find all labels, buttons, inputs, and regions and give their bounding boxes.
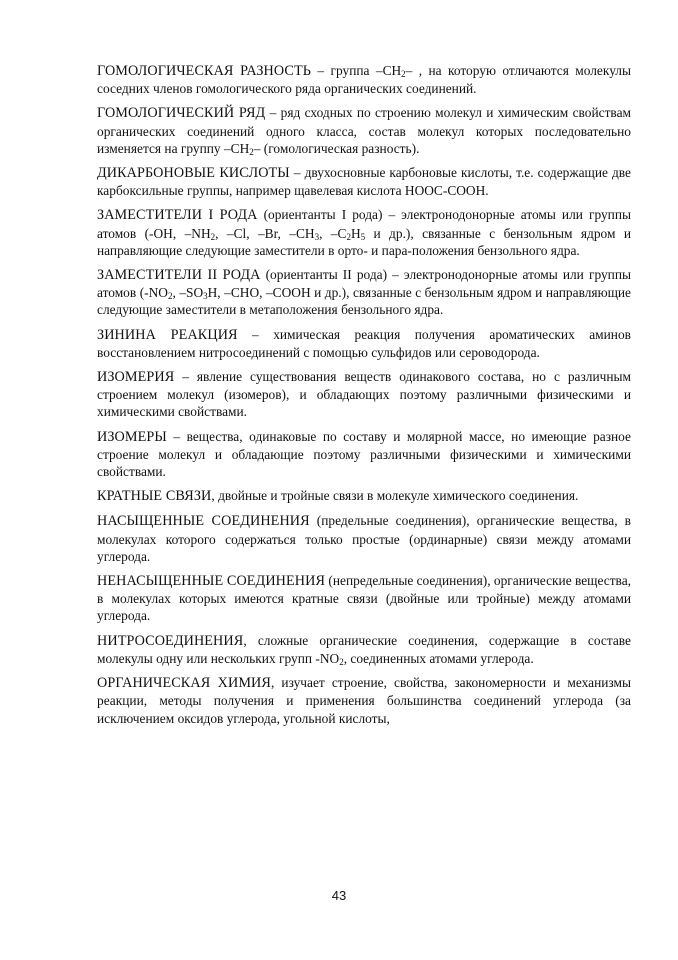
glossary-term: ЗАМЕСТИТЕЛИ I РОДА <box>97 207 258 224</box>
subscript: 2 <box>401 69 406 79</box>
glossary-definition: , соединенных атомами углерода. <box>343 650 534 666</box>
glossary-definition: (непредельные соединения), органические вещества, в молекулах которых имеются кратные связи (двойные или тройные) между атомами углерода. <box>97 573 631 624</box>
glossary-term: ГОМОЛОГИЧЕСКИЙ РЯД <box>97 105 266 122</box>
subscript: 3 <box>203 291 208 302</box>
glossary-definition: (ориентанты II рода) – электронодонорные атомы или группы атомов (-NO <box>97 267 631 301</box>
glossary-entry <box>97 632 631 667</box>
glossary-term: ИЗОМЕРЫ <box>97 428 167 445</box>
glossary-term: НАСЫЩЕННЫЕ СОЕДИНЕНИЯ <box>97 513 310 530</box>
glossary-definition: , –SO <box>172 285 204 301</box>
glossary-definition: , изучает строение, свойства, закономерности и механизмы реакции, методы получения и применения большинства соединений углерода (за исключением оксидов углерода, угольной кислоты, <box>97 675 631 726</box>
glossary-definition: , сложные органические соединения, содержащие в составе молекулы одну или нескольких групп -NO <box>97 632 631 666</box>
page-number: 43 <box>331 888 347 903</box>
glossary-entry <box>97 104 631 157</box>
glossary-definition: – , на которую отличаются молекулы соседних членов гомологического ряда органических соединений. <box>97 63 631 97</box>
glossary-definition: – химическая реакция получения ароматических аминов восстановлением нитросоединений с помощью сульфидов или сероводорода. <box>97 326 631 360</box>
glossary-term: ГОМОЛОГИЧЕСКАЯ РАЗНОСТЬ <box>97 63 311 79</box>
glossary-term: КРАТНЫЕ СВЯЗИ <box>97 488 212 505</box>
glossary-term: ЗИНИНА РЕАКЦИЯ <box>97 326 238 343</box>
glossary-definition: – (гомологическая разность). <box>253 140 420 156</box>
glossary-page <box>97 62 631 734</box>
glossary-entry <box>97 368 631 421</box>
glossary-definition: (предельные соединения), органические вещества, в молекулах которого содержаться только простые (ординарные) связи между атомами углерода. <box>97 513 631 564</box>
glossary-entry <box>97 674 631 727</box>
glossary-term: ИЗОМЕРИЯ <box>97 369 175 386</box>
glossary-definition: – явление существования веществ одинакового состава, но с различным строением молекул (изомеров), и обладающих поэтому различными физическими и химическими свойствами. <box>97 369 631 420</box>
glossary-definition: , –C <box>319 225 347 241</box>
glossary-term: НИТРОСОЕДИНЕНИЯ <box>97 632 244 649</box>
glossary-entry <box>97 326 631 361</box>
glossary-definition: H, –CHO, –COOH и др.), связанные с бензольным ядром и направляющие следующие заместители в метаположения бензольного ядра. <box>97 285 631 318</box>
glossary-definition: – двухосновные карбоновые кислоты, т.е. содержащие две карбоксильные группы, например щавелевая кислота HOOC-COOH. <box>97 165 631 199</box>
subscript: 5 <box>360 231 366 242</box>
subscript: 2 <box>339 656 344 667</box>
glossary-entry <box>97 62 631 97</box>
glossary-entry <box>97 512 631 565</box>
glossary-definition: – группа –CH <box>311 63 402 78</box>
glossary-definition: – вещества, одинаковые по составу и молярной массе, но имеющие разное строение молекул и обладающие поэтому различными физическими и химическими свойствами. <box>97 428 631 480</box>
subscript: 2 <box>249 146 254 157</box>
glossary-term: ДИКАРБОНОВЫЕ КИСЛОТЫ <box>97 165 290 182</box>
glossary-definition: H <box>350 225 361 241</box>
glossary-definition: и др.), связанные с бензольным ядром и направляющие следующие заместители в орто- и пара-положения бензольного ядра. <box>97 225 632 258</box>
glossary-entry <box>97 206 631 259</box>
glossary-entry <box>97 572 631 625</box>
glossary-entry <box>97 428 631 481</box>
glossary-entry <box>97 266 631 319</box>
glossary-term: ЗАМЕСТИТЕЛИ II РОДА <box>97 267 261 284</box>
glossary-definition: – ряд сходных по строению молекул и химическим свойствам органических соединений одного класса, состав молекул которых последовательно изменяется на группу –CH <box>97 105 631 156</box>
glossary-entry <box>97 487 631 505</box>
subscript: 2 <box>210 231 216 242</box>
glossary-definition: (ориентанты I рода) – электронодонорные атомы или группы атомов (-OH, –NH <box>97 207 632 241</box>
glossary-definition: , двойные и тройные связи в молекуле химического соединения. <box>211 488 579 504</box>
subscript: 3 <box>314 231 320 242</box>
glossary-term: НЕНАСЫЩЕННЫЕ СОЕДИНЕНИЯ <box>97 573 326 590</box>
glossary-definition: , –Cl, –Br, –CH <box>215 225 315 241</box>
subscript: 2 <box>167 291 173 302</box>
glossary-term: ОРГАНИЧЕСКАЯ ХИМИЯ <box>97 675 271 692</box>
glossary-entry <box>97 164 631 199</box>
subscript: 2 <box>346 231 351 242</box>
